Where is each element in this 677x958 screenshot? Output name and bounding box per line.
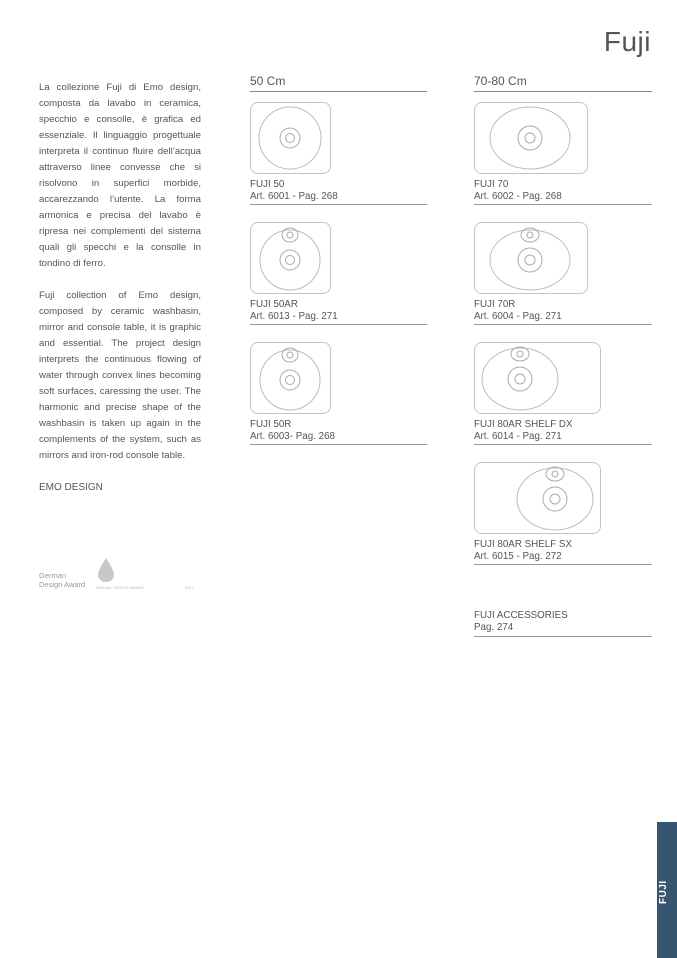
product-name: FUJI 70R <box>474 299 516 310</box>
award-drop-icon <box>98 558 114 582</box>
page-title: Fuji <box>603 26 651 57</box>
brand-name: EMO DESIGN <box>39 482 103 493</box>
product-ref: Art. 6004 - Pag. 271 <box>474 311 562 322</box>
accessories-ref: Pag. 274 <box>474 622 514 633</box>
product-image <box>474 462 601 534</box>
product-fuji-50ar[interactable] <box>250 222 427 328</box>
product-ref: Art. 6002 - Pag. 268 <box>474 191 562 202</box>
product-fuji-70r[interactable] <box>474 222 652 328</box>
product-name: FUJI 50R <box>250 419 292 430</box>
washbasin-icon <box>475 103 587 173</box>
award-year: 2017 <box>185 585 194 590</box>
side-tab[interactable] <box>657 822 677 958</box>
intro-english: Fuji collection of Emo design, composed by ceramic washbasin, mirror and console table, it is graphic and essential. The project design interprets the continuous flowing of water through convex lines becoming soft surfaces, caressing the user. The harmonic and precise shape of the washbasin is taken up again in the complements of the system, such as mirrors and iron-rod console table. <box>39 290 201 461</box>
product-fuji-50[interactable] <box>250 102 427 208</box>
product-image <box>250 222 331 294</box>
product-image <box>250 102 331 174</box>
accessories-name: FUJI ACCESSORIES <box>474 610 568 621</box>
product-fuji-80ar-shelf-dx[interactable] <box>474 342 652 448</box>
washbasin-icon <box>475 343 600 413</box>
product-name: FUJI 50AR <box>250 299 298 310</box>
award-sublabel: ANNUAL DESIGN AWARD <box>96 585 145 590</box>
product-image <box>474 102 588 174</box>
product-image <box>474 342 601 414</box>
washbasin-icon <box>475 223 587 293</box>
column-heading-50cm: 50 Cm <box>250 76 427 92</box>
product-fuji-80ar-shelf-sx[interactable] <box>474 462 652 568</box>
product-ref: Art. 6015 - Pag. 272 <box>474 551 562 562</box>
product-name: FUJI 70 <box>474 179 509 190</box>
product-ref: Art. 6014 - Pag. 271 <box>474 431 562 442</box>
product-fuji-50r[interactable] <box>250 342 427 448</box>
column-heading-70-80cm: 70-80 Cm <box>474 76 652 92</box>
washbasin-icon <box>251 223 330 293</box>
washbasin-icon <box>251 103 330 173</box>
fuji-accessories-link[interactable] <box>474 610 652 637</box>
washbasin-icon <box>475 463 600 533</box>
product-image <box>250 342 331 414</box>
product-image <box>474 222 588 294</box>
product-ref: Art. 6001 - Pag. 268 <box>250 191 338 202</box>
product-name: FUJI 50 <box>250 179 285 190</box>
product-ref: Art. 6013 - Pag. 271 <box>250 311 338 322</box>
side-tab-label: FUJI <box>658 880 669 904</box>
washbasin-icon <box>251 343 330 413</box>
award-label: German Design Award <box>39 571 86 589</box>
product-fuji-70[interactable] <box>474 102 652 208</box>
product-ref: Art. 6003- Pag. 268 <box>250 431 335 442</box>
intro-text <box>39 80 201 496</box>
product-name: FUJI 80AR SHELF DX <box>474 419 573 430</box>
intro-italian: La collezione Fuji di Emo design, composta da lavabo in ceramica, specchio e consolle, è grafica ed essenziale. Il linguaggio progettuale interpreta il continuo fluire dell’acqua attraverso linee convesse che si risolvono in superfici morbide, accarezzando l’utente. La forma armonica e precisa del lavabo è ripresa nei complementi del sistema quali gli specchi e la consolle in tondino di ferro. <box>39 82 201 269</box>
product-name: FUJI 80AR SHELF SX <box>474 539 572 550</box>
german-design-award-logo <box>39 558 204 594</box>
